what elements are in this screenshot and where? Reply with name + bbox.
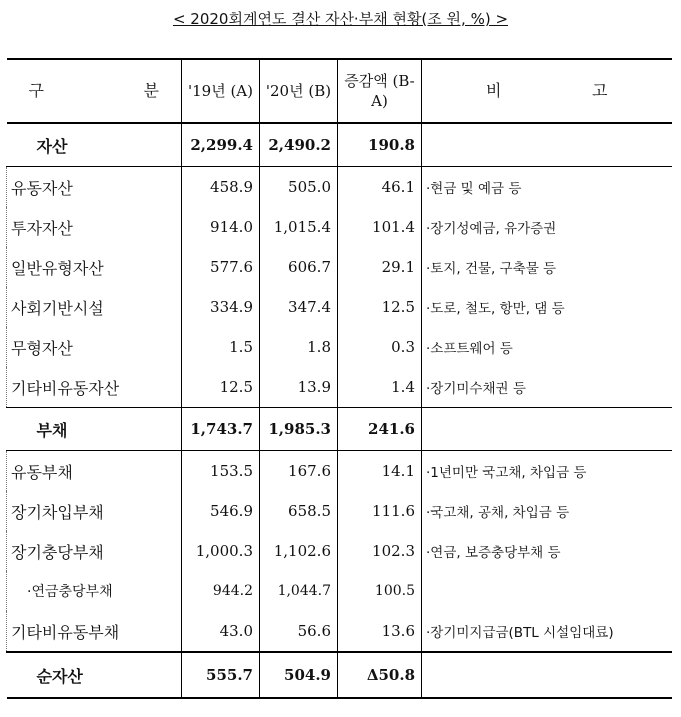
- cell-change: 101.4: [338, 207, 422, 247]
- row-label: 일반유형자산: [7, 247, 182, 287]
- row-label: 기타비유동자산: [7, 367, 182, 408]
- cell-change: 12.5: [338, 287, 422, 327]
- cell-change: 241.6: [338, 408, 422, 451]
- cell-remark: ·장기미수채권 등: [422, 367, 672, 408]
- cell-2020: 504.9: [260, 652, 338, 698]
- cell-remark: ·연금, 보증충당부채 등: [426, 545, 561, 561]
- cell-2020: 606.7: [260, 247, 338, 287]
- cell-2019: 153.5: [182, 451, 260, 492]
- cell-2019: 12.5: [182, 367, 260, 408]
- row-label: 유동자산: [7, 167, 182, 208]
- cell-change: Δ50.8: [338, 652, 422, 698]
- cell-2019: 546.9: [182, 491, 260, 531]
- cell-2020: 347.4: [260, 287, 338, 327]
- cell-change: 29.1: [338, 247, 422, 287]
- cell-change: 1.4: [338, 367, 422, 408]
- cell-2019: 555.7: [182, 652, 260, 698]
- cell-2019: 1,000.3: [182, 531, 260, 571]
- header-remarks-part2: 고: [592, 81, 608, 100]
- cell-2019: 914.0: [182, 207, 260, 247]
- header-category-part1: 구: [28, 81, 44, 100]
- cell-remark: ·토지, 건물, 구축물 등: [426, 261, 557, 277]
- cell-2020: 2,490.2: [260, 123, 338, 167]
- cell-remark: [422, 123, 672, 167]
- cell-remark: [422, 652, 672, 698]
- cell-remark: ·소프트웨어 등: [426, 341, 513, 357]
- table-row: [7, 327, 672, 367]
- table-row: [7, 247, 672, 287]
- row-label: 무형자산: [7, 327, 182, 367]
- row-label: ·연금충당부채: [7, 571, 182, 611]
- table-row: [7, 531, 672, 571]
- cell-2019: 43.0: [182, 611, 260, 652]
- table-row: [7, 571, 672, 611]
- cell-2019: 577.6: [182, 247, 260, 287]
- cell-2020: 1,102.6: [260, 531, 338, 571]
- table-row: [7, 491, 672, 531]
- cell-2020: 1,015.4: [260, 207, 338, 247]
- table-row: [7, 167, 672, 208]
- balance-sheet-table: [6, 58, 672, 699]
- cell-2020: 505.0: [260, 167, 338, 208]
- table-row: [7, 611, 672, 652]
- cell-2019: 458.9: [182, 167, 260, 208]
- cell-remark: ·도로, 철도, 항만, 댐 등: [426, 301, 565, 317]
- row-label: 유동부채: [7, 451, 182, 492]
- cell-2020: 658.5: [260, 491, 338, 531]
- table-row: [7, 451, 672, 492]
- cell-2019: 1.5: [182, 327, 260, 367]
- cell-change: 111.6: [338, 491, 422, 531]
- cell-2020: 13.9: [260, 367, 338, 408]
- row-label: 순자산: [7, 652, 182, 698]
- cell-change: 190.8: [338, 123, 422, 167]
- cell-2019: 944.2: [182, 571, 260, 611]
- cell-2020: 167.6: [260, 451, 338, 492]
- cell-remark: ·현금 및 예금 등: [426, 181, 522, 197]
- cell-remark: [422, 408, 672, 451]
- row-label: 부채: [7, 408, 182, 451]
- header-remarks: [422, 59, 672, 123]
- cell-remark: ·장기성예금, 유가증권: [426, 221, 557, 237]
- cell-change: 100.5: [338, 571, 422, 611]
- header-2020: '20년 (B): [260, 59, 338, 123]
- header-category-part2: 분: [143, 81, 159, 100]
- table-row: [7, 367, 672, 408]
- table-row-net-assets: [7, 652, 672, 698]
- table-row: [7, 287, 672, 327]
- table-row-assets: [7, 123, 672, 167]
- cell-2019: 2,299.4: [182, 123, 260, 167]
- row-label: 자산: [7, 123, 182, 167]
- header-remarks-part1: 비: [486, 81, 502, 100]
- table-title: < 2020회계연도 결산 자산·부채 현황(조 원, %) >: [172, 10, 509, 28]
- cell-2019: 334.9: [182, 287, 260, 327]
- header-row: [7, 59, 672, 123]
- cell-change: 14.1: [338, 451, 422, 492]
- cell-remark: [422, 571, 672, 611]
- cell-change: 46.1: [338, 167, 422, 208]
- header-category: [7, 59, 182, 123]
- header-change: 증감액 (B-A): [338, 59, 422, 123]
- table-row-liabilities: [7, 408, 672, 451]
- cell-remark: ·국고채, 공채, 차입금 등: [426, 505, 570, 521]
- cell-2020: 56.6: [260, 611, 338, 652]
- row-label: 투자자산: [7, 207, 182, 247]
- cell-2020: 1,044.7: [260, 571, 338, 611]
- row-label: 사회기반시설: [7, 287, 182, 327]
- cell-remark: ·1년미만 국고채, 차입금 등: [426, 465, 587, 481]
- cell-change: 0.3: [338, 327, 422, 367]
- row-label: 장기차입부채: [7, 491, 182, 531]
- row-label: 장기충당부채: [7, 531, 182, 571]
- cell-2019: 1,743.7: [182, 408, 260, 451]
- header-2019: '19년 (A): [182, 59, 260, 123]
- cell-2020: 1.8: [260, 327, 338, 367]
- table-row: [7, 207, 672, 247]
- row-label: 기타비유동부채: [7, 611, 182, 652]
- cell-change: 13.6: [338, 611, 422, 652]
- cell-2020: 1,985.3: [260, 408, 338, 451]
- cell-change: 102.3: [338, 531, 422, 571]
- cell-remark: ·장기미지급금(BTL 시설임대료): [426, 625, 614, 641]
